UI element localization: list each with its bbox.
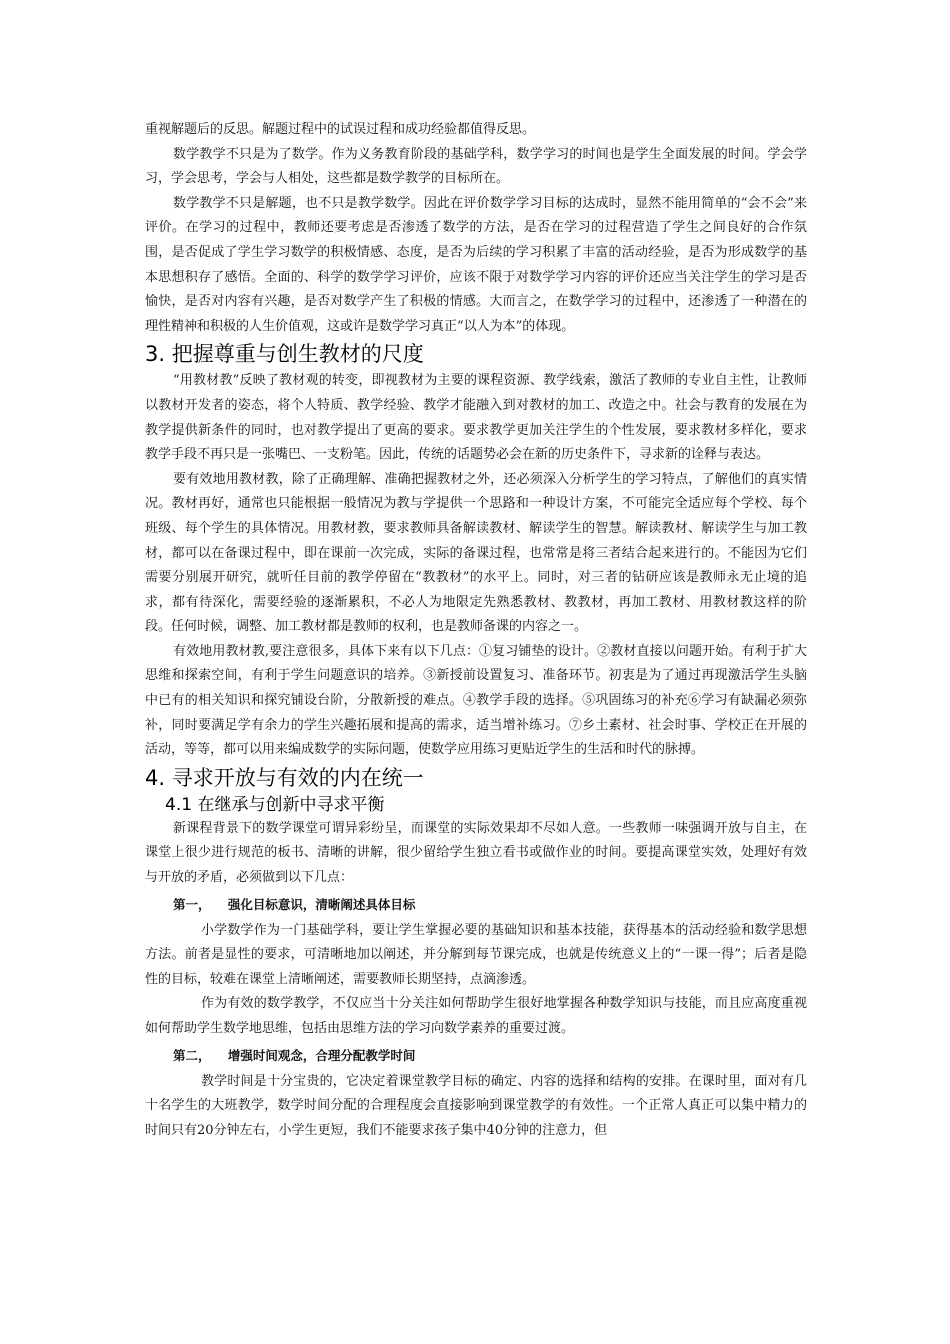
intro-paragraph-2: 数学教学不只是为了数学。作为义务教育阶段的基础学科，数学学习的时间也是学生全面发展的时间。学会学习，学会思考，学会与人相处，这些都是数学教学的目标所在。 (145, 146, 807, 187)
point-2-paragraph-1: 教学时间是十分宝贵的，它决定着课堂教学目标的确定、内容的选择和结构的安排。在课时里，面对有几十名学生的大班教学，数学时间分配的合理程度会直接影响到课堂教学的有效性。一个正常人真正可以集中精力的时间只有20分钟左右，小学生更短，我们不能要求孩子集中40分钟的注意力，但 (145, 1073, 807, 1138)
point-1-label: 第一， 强化目标意识，清晰阐述具体目标 (173, 896, 416, 912)
point-1-paragraph-2: 作为有效的数学教学，不仅应当十分关注如何帮助学生很好地掌握各种数学知识与技能，而且应高度重视如何帮助学生数学地思维，包括由思维方法的学习向数学素养的重要过渡。 (145, 996, 807, 1036)
intro-paragraph-1: 重视解题后的反思。解题过程中的试误过程和成功经验都值得反思。 (145, 122, 536, 137)
document-page (145, 118, 807, 1143)
section-3-paragraph-1: “用教材教”反映了教材观的转变，即视教材为主要的课程资源、教学线索，激活了教师的专业自主性，让教师以教材开发者的姿态，将个人特质、教学经验、教学才能融入到对教材的加工、改造之中。社会与教育的发展在为教学提供新条件的同时，也对教学提出了更高的要求。要求教学更加关注学生的个性发展，要求教材多样化，要求教学手段不再只是一张嘴巴、一支粉笔。因此，传统的话题势必会在新的历史条件下，寻求新的诠释与表达。 (145, 373, 807, 463)
section-3-paragraph-3: 有效地用教材教,要注意很多，具体下来有以下几点：①复习铺垫的设计。②教材直接以问题开始。有利于扩大思维和探索空间，有利于学生问题意识的培养。③新授前设置复习、准备环节。初衷是为了通过再现激活学生头脑中已有的相关知识和探究铺设台阶，分散新授的难点。④教学手段的选择。⑤巩固练习的补充⑥学习有缺漏必须弥补，同时要满足学有余力的学生兴趣拓展和提高的需求，适当增补练习。⑦乡土素材、社会时事、学校正在开展的活动，等等，都可以用来编成数学的实际问题，使数学应用练习更贴近学生的生活和时代的脉搏。 (145, 643, 807, 758)
section-3-paragraph-2: 要有效地用教材教，除了正确理解、准确把握教材之外，还必须深入分析学生的学习特点，了解他们的真实情况。教材再好，通常也只能根据一般情况为教与学提供一个思路和一种设计方案，不可能完全适应每个学校、每个班级、每个学生的具体情况。用教材教，要求教师具备解读教材、解读学生的智慧。解读教材、解读学生与加工教材，都可以在备课过程中，即在课前一次完成，实际的备课过程，也常常是将三者结合起来进行的。不能因为它们需要分别展开研究，就听任目前的教学停留在“教教材”的水平上。同时，对三者的钻研应该是教师永无止境的追求，都有待深化，需要经验的逐渐累积，不必人为地限定先熟悉教材、教教材，再加工教材、用教材教这样的阶段。任何时候，调整、加工教材都是教师的权利，也是教师备课的内容之一。 (145, 471, 807, 635)
section-3-heading: 3. 把握尊重与创生教材的尺度 (145, 342, 424, 367)
section-4-heading: 4. 寻求开放与有效的内在统一 (145, 765, 424, 790)
intro-paragraph-3: 数学教学不只是解题，也不只是教学数学。因此在评价数学学习目标的达成时，显然不能用简单的“会不会”来评价。在学习的过程中，教师还要考虑是否渗透了数学的方法，是否在学习的过程营造了学生之间良好的合作氛围，是否促成了学生学习数学的积极情感、态度，是否为后续的学习积累了丰富的活动经验，是否为形成数学的基本思想积存了感悟。全面的、科学的数学学习评价，应该不限于对数学学习内容的评价还应当关注学生的学习是否愉快，是否对内容有兴趣，是否对数学产生了积极的情感。大而言之，在数学学习的过程中，还渗透了一种潜在的理性精神和积极的人生价值观，这或许是数学学习真正“以人为本”的体现。 (145, 195, 807, 334)
section-4-intro-paragraph: 新课程背景下的数学课堂可谓异彩纷呈，而课堂的实际效果却不尽如人意。一些教师一味强调开放与自主，在课堂上很少进行规范的板书、清晰的讲解，很少留给学生独立看书或做作业的时间。要提高课堂实效，处理好有效与开放的矛盾，必须做到以下几点： (145, 820, 807, 886)
point-2-label: 第二， 增强时间观念，合理分配教学时间 (173, 1047, 416, 1063)
section-4-1-heading: 4.1 在继承与创新中寻求平衡 (165, 794, 385, 815)
point-1-paragraph-1: 小学数学作为一门基础学科，要让学生掌握必要的基础知识和基本技能，获得基本的活动经验和数学思想方法。前者是显性的要求，可清晰地加以阐述，并分解到每节课完成，也就是传统意义上的“一课一得”；后者是隐性的目标，较难在课堂上清晰阐述，需要教师长期坚持，点滴渗透。 (145, 922, 807, 987)
